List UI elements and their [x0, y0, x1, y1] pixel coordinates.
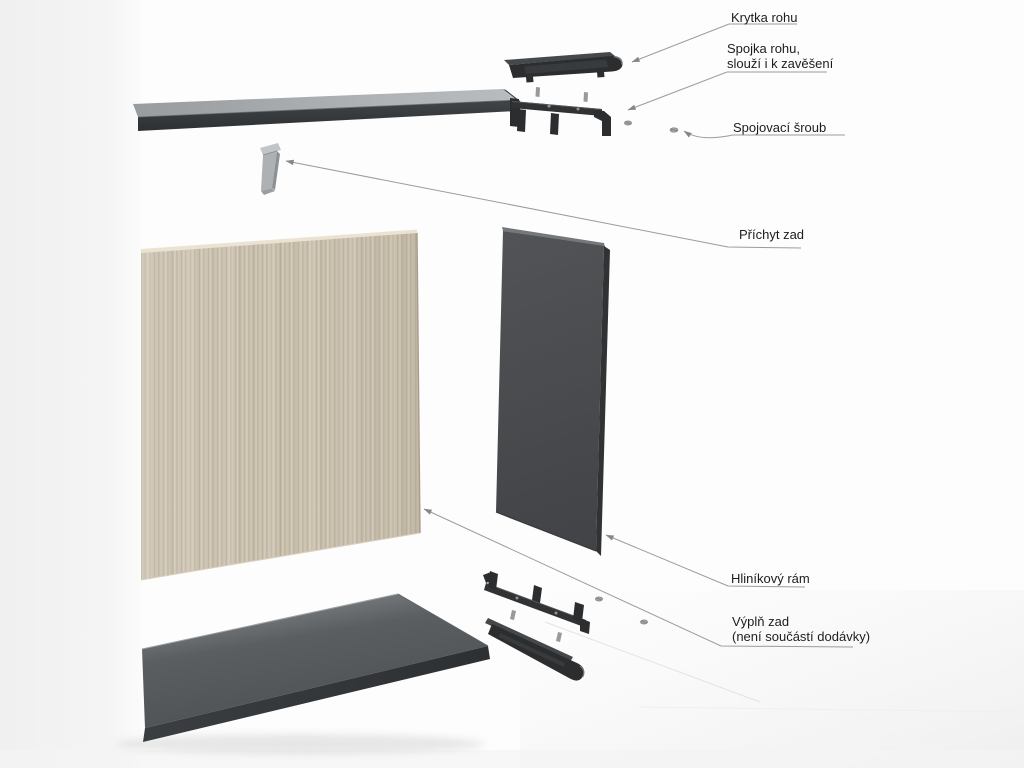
corner-cap-top: [504, 52, 623, 83]
callout-aluminium-frame: [731, 571, 810, 586]
dowel-pins-top: [536, 87, 589, 102]
callout-connecting-screw: [733, 120, 826, 135]
callout-back-clip-label: Příchyt zad: [739, 227, 805, 242]
callout-corner-connector-line1: Spojka rohu,: [727, 41, 800, 56]
corner-connector-top: [510, 98, 611, 136]
callout-back-filling-line2: (není součástí dodávky): [732, 629, 871, 644]
callout-corner-connector: [727, 41, 833, 71]
frame-side-panel: [496, 227, 610, 556]
callout-corner-connector-line2: slouží i k zavěšení: [727, 56, 834, 71]
callout-back-filling-line1: Výplň zad: [732, 614, 790, 629]
back-panel-wood: [135, 225, 430, 590]
bottom-panel: [115, 594, 490, 754]
top-panel: [133, 89, 520, 131]
leader-spojka: [628, 72, 827, 110]
callout-connecting-screw-label: Spojovací šroub: [733, 120, 827, 135]
callout-corner-cap-label: Krytka rohu: [731, 10, 798, 25]
back-clip: [260, 143, 281, 195]
callout-aluminium-frame-label: Hliníkový rám: [731, 571, 810, 586]
callout-corner-cap: [731, 10, 797, 25]
callout-back-clip: [739, 227, 804, 242]
callout-back-filling: [732, 614, 870, 644]
connecting-screws-top: [624, 121, 678, 132]
